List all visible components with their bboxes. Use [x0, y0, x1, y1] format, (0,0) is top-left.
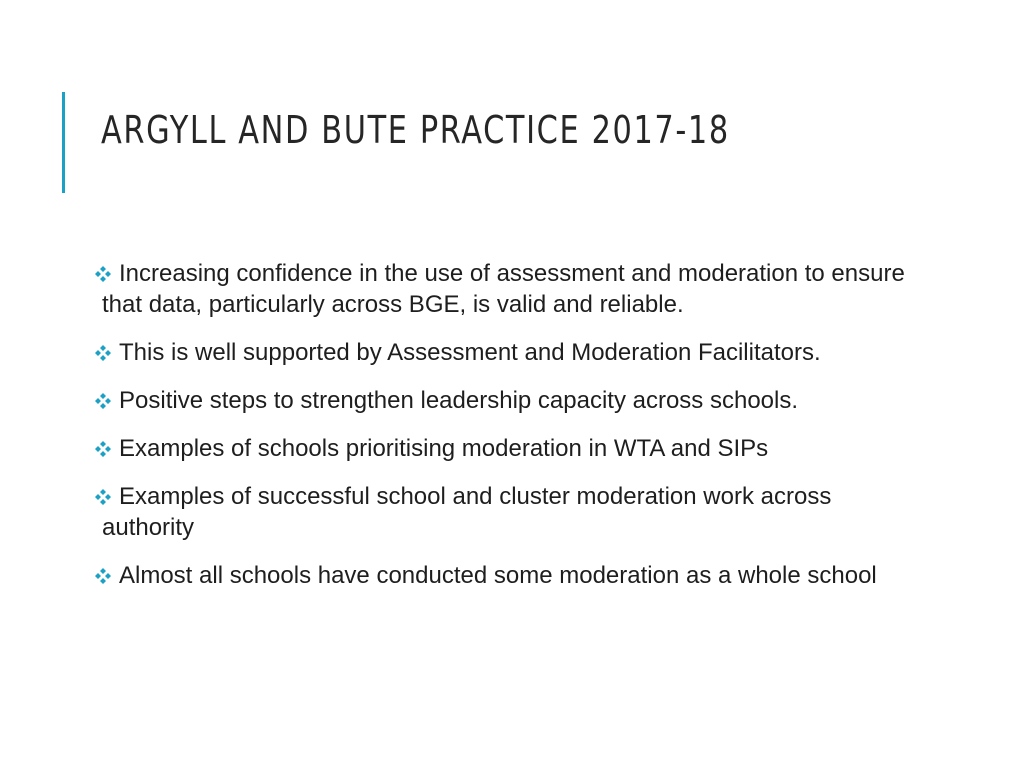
diamond-cluster-icon — [93, 266, 113, 282]
bullet-item — [93, 481, 913, 543]
diamond-cluster-icon — [93, 441, 113, 457]
bullet-item — [93, 337, 913, 368]
bullet-text: Positive steps to strengthen leadership capacity across schools. — [119, 387, 799, 414]
bullet-item — [93, 560, 913, 591]
bullet-item — [93, 385, 913, 416]
bullet-item — [93, 433, 913, 464]
bullet-item — [93, 258, 913, 320]
bullet-text: This is well supported by Assessment and Moderation Facilitators. — [119, 339, 821, 366]
bullet-text: Almost all schools have conducted some moderation as a whole school — [119, 562, 877, 589]
diamond-cluster-icon — [93, 393, 113, 409]
slide-title: ARGYLL AND BUTE PRACTICE 2017-18 — [101, 108, 730, 152]
bullet-text: Examples of schools prioritising moderation in WTA and SIPs — [119, 435, 769, 462]
bullet-list — [93, 258, 913, 608]
bullet-text: Increasing confidence in the use of assessment and moderation to ensure that data, particularly across BGE, is valid and reliable. — [102, 260, 905, 318]
diamond-cluster-icon — [93, 568, 113, 584]
diamond-cluster-icon — [93, 489, 113, 505]
diamond-cluster-icon — [93, 345, 113, 361]
title-accent-bar — [62, 92, 65, 193]
bullet-text: Examples of successful school and cluster moderation work across authority — [102, 483, 832, 541]
